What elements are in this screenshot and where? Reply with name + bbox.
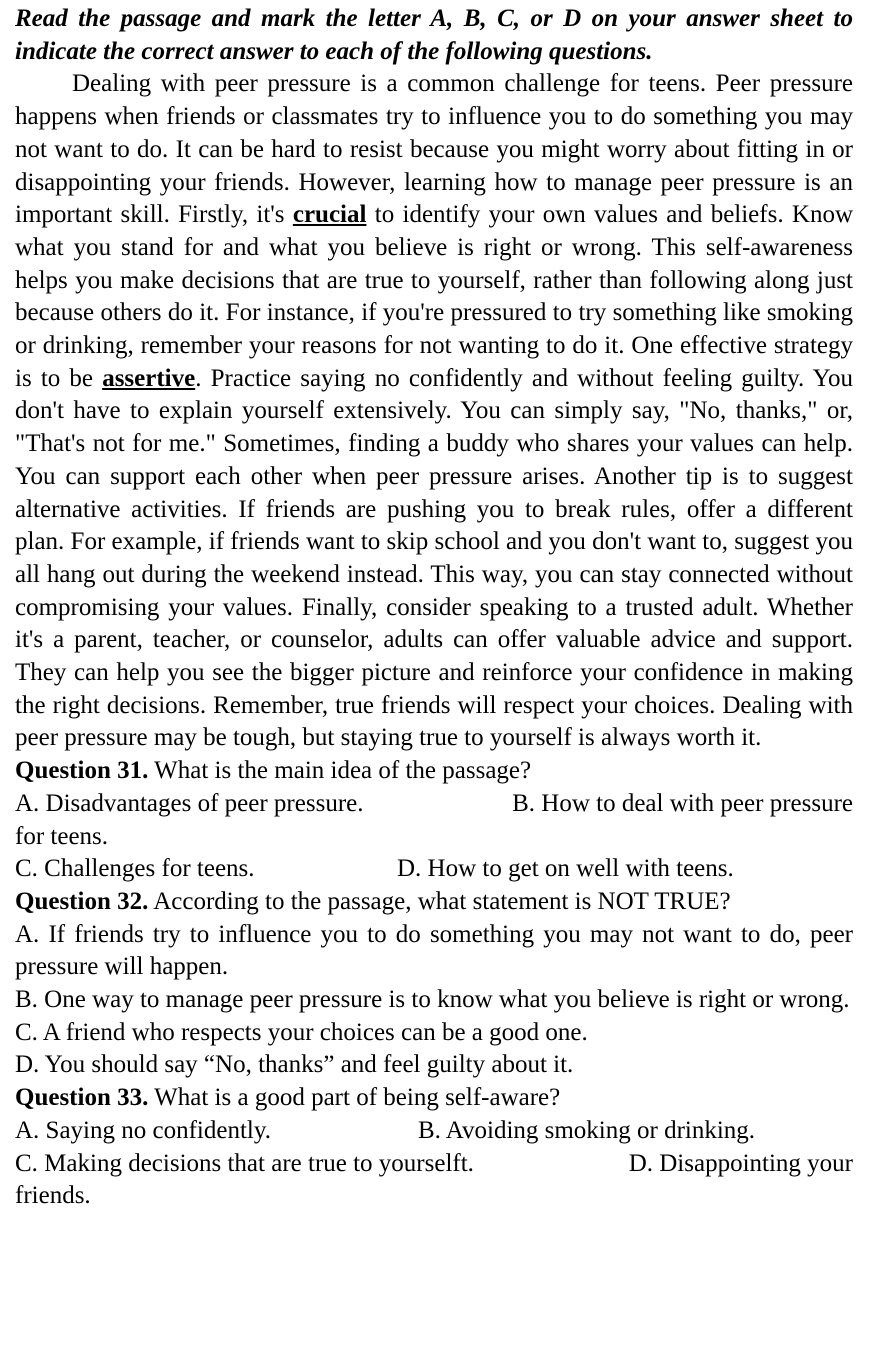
reading-passage bbox=[15, 68, 853, 755]
underlined-word-crucial: crucial bbox=[292, 201, 367, 229]
question-31-option-b-continued: for teens. bbox=[15, 822, 109, 850]
question-31-option-a[interactable]: A. Disadvantages of peer pressure. bbox=[15, 789, 364, 817]
question-31-options-cd bbox=[15, 853, 853, 886]
question-33-options-cd bbox=[15, 1148, 853, 1181]
question-33-option-d[interactable]: D. Disappointing your bbox=[628, 1149, 853, 1177]
question-31-stem bbox=[15, 755, 853, 788]
question-31-option-c[interactable]: C. Challenges for teens. bbox=[15, 855, 255, 883]
question-32-text: According to the passage, what statement is NOT TRUE? bbox=[153, 887, 731, 915]
question-33 bbox=[15, 1082, 853, 1213]
passage-text-3: . Practice saying no confidently and without feeling guilty. You don't have to explain yourself extensively. You can simply say, "No, thanks," or, "That's not for me." Sometimes, finding a buddy who shares your values can help. You can support each other when peer pressure arises. Another tip is to suggest alternative activities. If friends are pushing you to break rules, offer a different plan. For example, if friends want to skip school and you don't want to, suggest you all hang out during the weekend instead. This way, you can stay connected without compromising your values. Finally, consider speaking to a trusted adult. Whether it's a parent, teacher, or counselor, adults can offer valuable advice and support. They can help you see the bigger picture and reinforce your confidence in making the right decisions. Remember, true friends will respect your choices. Dealing with peer pressure may be tough, but staying true to yourself is always worth it. bbox=[15, 364, 853, 752]
question-31-option-d[interactable]: D. How to get on well with teens. bbox=[397, 855, 734, 883]
question-33-option-a[interactable]: A. Saying no confidently. bbox=[15, 1116, 271, 1144]
question-31 bbox=[15, 755, 853, 886]
question-32-option-a[interactable]: A. If friends try to influence you to do something you may not want to do, peer pressure will happen. bbox=[15, 920, 853, 981]
passage-text-1: Dealing with peer pressure is a common challenge for teens. Peer pressure happens when friends or classmates try to influence you to do something you may not want to do. It can be hard to resist because you might worry about fitting in or disappointing your friends. However, learning how to manage peer pressure is an important skill. Firstly, it's bbox=[15, 70, 853, 229]
passage-text-2: to identify your own values and beliefs. Know what you stand for and what you believe is right or wrong. This self-awareness helps you make decisions that are true to yourself, rather than following along just because others do it. For instance, if you're pressured to try something like smoking or drinking, remember your reasons for not wanting to do it. One effective strategy is to be bbox=[15, 201, 854, 392]
question-31-label: Question 31. bbox=[15, 757, 149, 785]
underlined-word-assertive: assertive bbox=[102, 364, 196, 392]
question-33-text: What is a good part of being self-aware? bbox=[154, 1084, 561, 1112]
question-31-option-b[interactable]: B. How to deal with peer pressure bbox=[512, 789, 853, 817]
question-32-option-d[interactable]: D. You should say “No, thanks” and feel guilty about it. bbox=[15, 1051, 574, 1079]
question-32-option-b[interactable]: B. One way to manage peer pressure is to know what you believe is right or wrong. bbox=[15, 986, 850, 1014]
question-32-option-c[interactable]: C. A friend who respects your choices can be a good one. bbox=[15, 1018, 588, 1046]
question-31-options-ab bbox=[15, 788, 853, 821]
question-33-option-c[interactable]: C. Making decisions that are true to yourselft. bbox=[15, 1149, 474, 1177]
question-32 bbox=[15, 886, 853, 1082]
question-33-label: Question 33. bbox=[15, 1084, 149, 1112]
question-33-option-d-continued: friends. bbox=[15, 1182, 91, 1210]
question-32-stem bbox=[15, 886, 853, 919]
question-33-options-ab bbox=[15, 1115, 853, 1148]
instructions: Read the passage and mark the letter A, B, C, or D on your answer sheet to indicate the correct answer to each of the following questions. bbox=[15, 5, 853, 65]
question-32-label: Question 32. bbox=[15, 887, 149, 915]
question-33-option-b[interactable]: B. Avoiding smoking or drinking. bbox=[418, 1116, 756, 1144]
question-33-stem bbox=[15, 1082, 853, 1115]
question-31-text: What is the main idea of the passage? bbox=[154, 757, 532, 785]
